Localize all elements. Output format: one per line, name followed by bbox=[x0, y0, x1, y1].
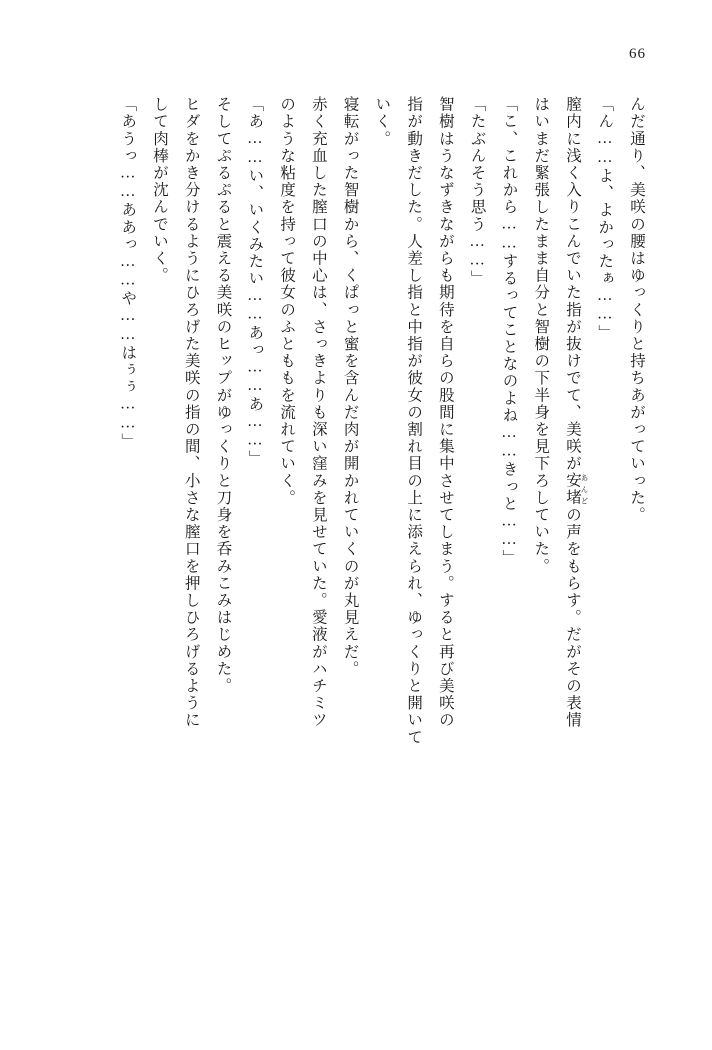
paragraph: 「たぶんそう思う……」 bbox=[468, 96, 486, 288]
paragraph: 「ん……よ、よかったぁ……」 bbox=[596, 96, 614, 342]
paragraph: 「あうっ……ああっ……や……はぅぅ……」 bbox=[119, 96, 137, 450]
paragraph: 智樹はうなずきながらも期待を自らの股間に集中させてしまう。すると再び美咲の bbox=[436, 96, 454, 729]
paragraph: のような粘度を持って彼女のふとももを流れていく。 bbox=[278, 96, 296, 507]
paragraph: いく。 bbox=[373, 96, 391, 148]
paragraph: ヒダをかき分けるようにひろげた美咲の指の間、小さな膣口を押しひろげるように bbox=[182, 96, 200, 729]
paragraph: 寝転がった智樹から、くぱっと蜜を含んだ肉が開かれていくのが丸見えだ。 bbox=[341, 96, 359, 678]
paragraph: 指が動きだした。人差し指と中指が彼女の割れ目の上に添えられ、ゆっくりと開いて bbox=[405, 96, 423, 746]
paragraph-with-ruby bbox=[556, 96, 588, 976]
page-number: 66 bbox=[629, 46, 646, 62]
ruby-reading: あんど bbox=[579, 472, 589, 507]
body-text bbox=[52, 96, 652, 976]
paragraph: して肉棒が沈んでいく。 bbox=[151, 96, 169, 285]
paragraph: 「あ……い、いくみたい……あっ……あ……」 bbox=[246, 96, 264, 468]
paragraph: そしてぷるぷると震える美咲のヒップがゆっくりと刀身を呑みこみはじめた。 bbox=[214, 96, 232, 695]
ruby-annotation: 安堵 あんど bbox=[563, 472, 589, 507]
paragraph: はいまだ緊張したまま自分と智樹の下半身を見下ろしていた。 bbox=[532, 96, 550, 575]
paragraph: んだ通り、美咲の腰はゆっくりと持ちあがっていった。 bbox=[628, 96, 645, 524]
paragraph: 赤く充血した膣口の中心は、さっきよりも深い窪みを見せていた。愛液がハチミツ bbox=[309, 96, 327, 729]
paragraph-part: 膣内に浅く入りこんでいた指が抜けでて、美咲が安堵 あんどの声をもらす。だがその表情 bbox=[563, 96, 589, 729]
paragraph: 「こ、これから……するってことなのよね……きっと……」 bbox=[500, 96, 518, 567]
